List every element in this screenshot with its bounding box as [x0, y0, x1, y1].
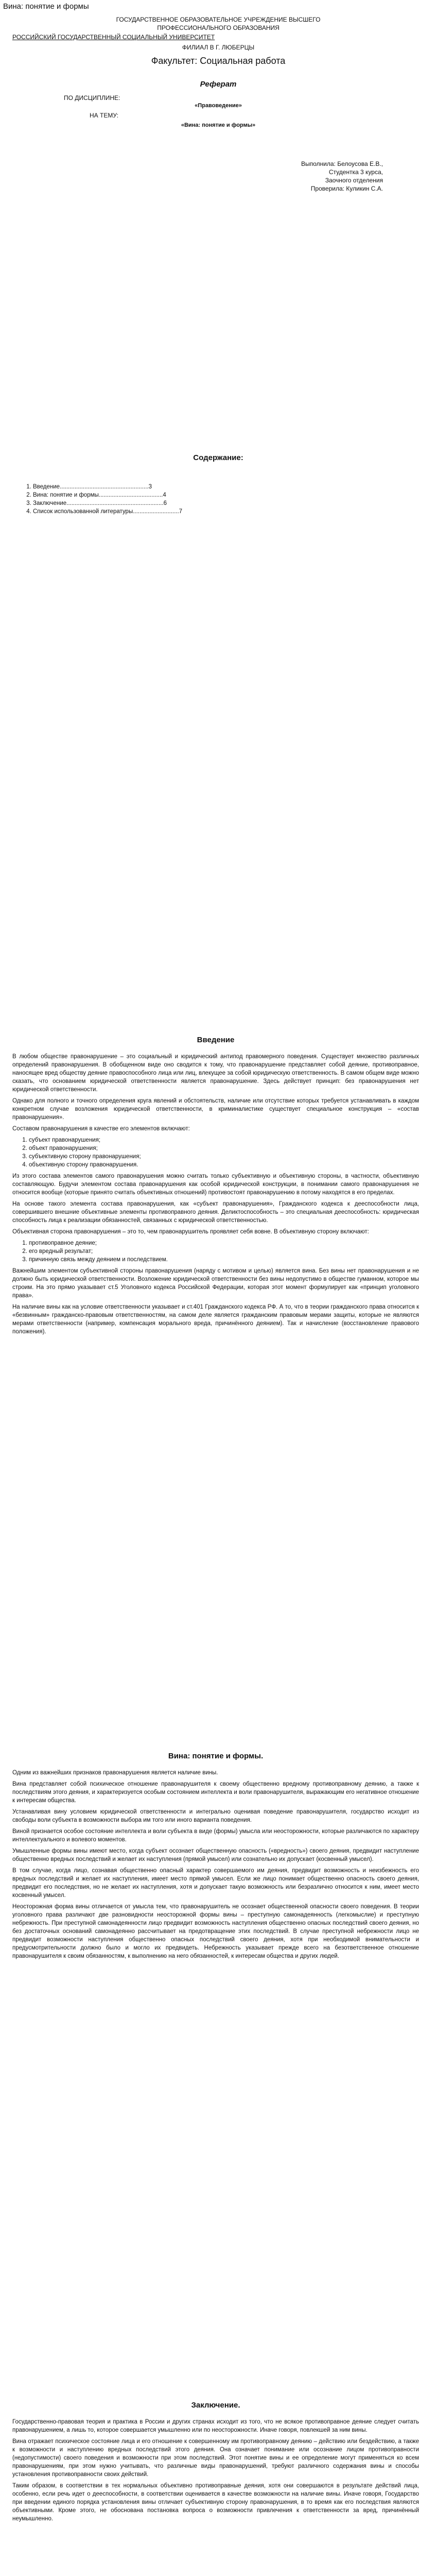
chapter-paragraph: Одним из важнейших признаков правонарушения является наличие вины.: [12, 1770, 218, 1776]
university-name: РОССИЙСКИЙ ГОСУДАРСТВЕННЫЙ СОЦИАЛЬНЫЙ УНИВЕРСИТЕТ: [12, 33, 215, 41]
contents-list: [12, 483, 270, 516]
discipline-label: ПО ДИСЦИПЛИНЕ:: [64, 94, 120, 101]
list-item: 3. причинную связь между деянием и последствием.: [29, 1256, 419, 1264]
conclusion-paragraph: Государственно-правовая теория и практика в России и других странах исходит из того, что не всякое противоправное деяние следует считать правонарушением, а лишь то, которое совершается умышленно или по неосторожности. Иначе говоря, повлекшей за ним вины.: [12, 2419, 419, 2433]
branch-name: ФИЛИАЛ В Г. ЛЮБЕРЦЫ: [182, 44, 255, 51]
chapter-paragraph: Умышленные формы вины имеют место, когда субъект осознает общественную опасность («вредность») своего деяния, предвидит наступление общественно вредных последствий и желает их наступления (прямой умысел) или сознательно их допускает (косвенный умысел).: [12, 1848, 419, 1862]
list-item: 1. противоправное деяние;: [29, 1239, 419, 1247]
discipline-value: «Правоведение»: [195, 103, 242, 109]
chapter-paragraph: Вина представляет собой психическое отношение правонарушителя к своему общественно вредному противоправному деянию, а также к последствиям этого деяния, и характеризуется особым состоянием интеллекта и воли правонарушителя, выражающим его негативное отношение к интересам общества.: [12, 1781, 419, 1804]
conclusion-heading: Заключение.: [191, 2401, 240, 2410]
intro-paragraph: Из этого состава элементов самого правонарушения можно считать только субъективную и объективную стороны, в частности, объективную составляющую. Будучи элементом состава правонарушения как особой юридической конструкции, в понимании самого правонарушения не относится вообще (которые принято считать объективных отношений) противостоят правонарушению в потому находятся в его пределах.: [12, 1173, 419, 1196]
intro-paragraph: В любом обществе правонарушение – это социальный и юридический антипод правомерного поведения. Существует множество различных определений правонарушения. В обобщенном виде оно сводится к тому, что правонарушение представляет собой деяние, противоправное, наносящее вред обществу деяние правоспособного лица или лиц, влекущее за собой юридическую ответственность. В самом общем виде можно сказать, что основанием юридической ответственности является правонарушение. Здесь действует принцип: без правонарушения нет юридической ответственности.: [12, 1054, 419, 1093]
intro-paragraph: Составом правонарушения в качестве его элементов включают:: [12, 1126, 190, 1132]
chapter-paragraph: Неосторожная форма вины отличается от умысла тем, что правонарушитель не осознает общественной опасности своего поведения. В теории уголовного права различают две разновидности неосторожной формы вины – преступную самонадеянность (легкомыслие) и преступную небрежность. При преступной самонадеянности лицо предвидит возможность наступления общественно опасных последствий своего деяния, но без достаточных оснований самонадеянно рассчитывает на предотвращение этих последствий. В случае преступной небрежности лицо не предвидит возможности наступления общественно опасных последствий своего деяния, хотя при необходимой внимательности и предусмотрительности должно было и могло их предвидеть. Небрежность указывает прежде всего на безответственное отношение правонарушителя к своим обязанностям, к выполнению на него обязанностей, к интересам общества и других людей.: [12, 1904, 419, 1959]
work-type: Реферат: [200, 80, 237, 89]
list-item: 2. его вредный результат;: [29, 1247, 419, 1256]
chapter-paragraph: В том случае, когда лицо, сознавая общественно опасный характер совершаемого им деяния, предвидит возможность и неизбежность его вредных последствий и желает их наступления, имеет место прямой умысел. Если же лицо понимает общественно опасность своего деяния, предвидит его последствия, но не желает их наступления, хотя и допускает такую возможность или безразлично относится к ним, имеет место косвенный умысел.: [12, 1868, 419, 1899]
conclusion-paragraph: Вина отражает психическое состояние лица и его отношение к совершенному им противоправному деянию – действию или бездействию, а также к возможности и наступлению вредных последствий этого деяния. Она означает понимание или осознание лицом противоправности (недопустимости) своего поведения и возможности при этом последствий. Этот понятие вины и ее определение могут применяться ко всем правонарушениям, при этом нужно учитывать, что различные виды правонарушений, требуют различного содержания вины и способы установления противоправности своих действий.: [12, 2438, 419, 2478]
author-block: [12, 160, 424, 193]
offense-elements-list: [12, 1136, 419, 1169]
chapter-paragraph: Устанавливая вину условием юридической ответственности и интегрально оценивая поведение правонарушителя, государство исходит из свободы воли субъекта в возможности выбора им того или иного варианта поведения.: [12, 1809, 419, 1823]
topic-value: «Вина: понятие и формы»: [181, 122, 256, 128]
objective-side-list: [12, 1239, 419, 1264]
chapter-paragraph: Виной признается особое состояние интеллекта и воли субъекта в виде (формы) умысла или неосторожности, которые различаются по характеру интеллектуального и волевого моментов.: [12, 1828, 419, 1843]
intro-paragraph: На наличие вины как на условие ответственности указывает и ст.401 Гражданского кодекса РФ. А то, что в теории гражданского права относится к «безвинным» гражданско-правовым ответственностям, на самом деле является гражданским правовым мерами защиты, которые не являются мерами ответственности (например, компенсация морального вреда, причинённого деянием). Так и начисление (восстановление правового положения).: [12, 1304, 419, 1335]
contents-item[interactable]: 3. Заключение...........................................................6: [33, 499, 270, 507]
institution-line-1: ГОСУДАРСТВЕННОЕ ОБРАЗОВАТЕЛЬНОЕ УЧРЕЖДЕНИЕ ВЫСШЕГО: [116, 16, 321, 23]
list-item: 1. субъект правонарушения;: [29, 1136, 419, 1144]
intro-paragraph: Объективная сторона правонарушения – это то, чем правонарушитель проявляет себя вовне. В объективную сторону включают:: [12, 1229, 369, 1235]
intro-paragraph: На основе такого элемента состава правонарушения, как «субъект правонарушения», Гражданского кодекса к дееспособности лица, совершившего внешние объективные элементы противоправного деяния. Деликтоспособность – это специальная дееспособность: юридическая способность лица к реализации обязанностей, связанных с юридической ответственностью.: [12, 1201, 419, 1224]
introduction-heading: Введение: [197, 1036, 235, 1044]
list-item: 3. субъективную сторону правонарушения;: [29, 1153, 419, 1161]
intro-paragraph: Важнейшим элементом субъективной стороны правонарушения (наряду с мотивом и целью) является вина. Без вины нет правонарушения и не должно быть юридической ответственности. Возложение юридической ответственности без вины недопустимо в обществе гуманном, которое мы строим. На это прямо указывает ст.5 Уголовного кодекса Российской Федерации, которая этот момент формулирует как «принцип уголовного права».: [12, 1268, 419, 1299]
document-title: Вина: понятие и формы: [3, 2, 89, 11]
author-line: Выполнила: Белоусова Е.В.,: [301, 160, 383, 167]
intro-paragraph: Однако для полного и точного определения круга явлений и обстоятельств, наличие или отсутствие которых требуется устанавливать в каждом конкретном случае возложения юридической ответственности, в криминалистике существует специальное конструкция – «состав правонарушения».: [12, 1098, 419, 1121]
contents-item[interactable]: 1. Введение......................................................3: [33, 483, 270, 491]
list-item: 4. объективную сторону правонарушения.: [29, 1161, 419, 1169]
list-item: 2. объект правонарушения;: [29, 1144, 419, 1153]
contents-item[interactable]: 2. Вина: понятие и формы.......................................4: [33, 491, 270, 499]
contents-heading: Содержание:: [193, 453, 243, 462]
conclusion-paragraph: Таким образом, в соответствии в тех нормальных объективно противоправные деяния, хотя они совершаются в результате действий лица, особенно, если речь идет о дееспособности, в соответствии оценивается в качестве возможности на наличие вины. Иначе говоря, Государство при введении единого порядка установления вины отличает субъективную сторону правонарушения, в то время как его последствия являются объективными. Кроме этого, не обоснована постановка вопроса о возможности привлечения к ответственности за вред, причинённый неумышленно.: [12, 2483, 419, 2522]
author-line: Проверила: Куликин С.А.: [310, 185, 383, 192]
author-line: Заочного отделения: [325, 177, 383, 184]
institution-line-2: ПРОФЕССИОНАЛЬНОГО ОБРАЗОВАНИЯ: [157, 24, 280, 31]
author-line: Студентка 3 курса,: [328, 168, 383, 176]
topic-label: НА ТЕМУ:: [90, 112, 119, 119]
contents-item[interactable]: 4. Список использованной литературы............................7: [33, 507, 270, 516]
chapter-heading: Вина: понятие и формы.: [168, 1752, 264, 1760]
faculty-name: Факультет: Социальная работа: [151, 56, 286, 66]
